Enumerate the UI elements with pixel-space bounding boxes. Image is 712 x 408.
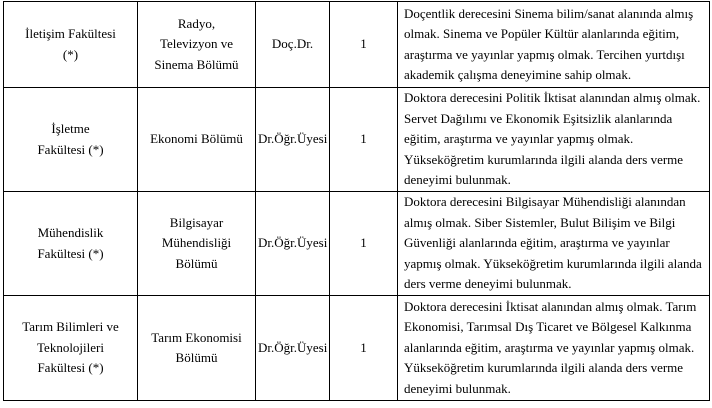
title-cell: Dr.Öğr.Üyesi [256,192,330,296]
table-row [4,192,710,296]
department-cell: Radyo, Televizyon ve Sinema Bölümü [138,2,256,88]
title-cell: Doç.Dr. [256,2,330,88]
table-row [4,296,710,401]
faculty-cell: Mühendislik Fakültesi (*) [4,192,138,296]
requirements-cell: Doktora derecesini İktisat alanından almış olmak. Tarım Ekonomisi, Tarımsal Dış Ticaret ve Bölgesel Kalkınma alanlarında eğitim, araştırma ve yayınlar yapmış olmak. Yükseköğretim kurumlarında ilgili alanda ders verme deneyimi bulunmak. [398,296,710,401]
count-cell: 1 [330,192,398,296]
count-cell: 1 [330,296,398,401]
title-cell: Dr.Öğr.Üyesi [256,88,330,192]
faculty-cell: İletişim Fakültesi (*) [4,2,138,88]
table-row [4,88,710,192]
faculty-cell: İşletme Fakültesi (*) [4,88,138,192]
count-cell: 1 [330,88,398,192]
count-cell: 1 [330,2,398,88]
table-row [4,2,710,88]
requirements-cell: Doktora derecesini Politik İktisat alanından almış olmak. Servet Dağılımı ve Ekonomik Eşitsizlik alanlarında eğitim, araştırma ve yayınlar yapmış olmak. Yükseköğretim kurumlarında ilgili alanda ders verme deneyimi bulunmak. [398,88,710,192]
positions-table [3,1,710,401]
department-cell: Tarım Ekonomisi Bölümü [138,296,256,401]
department-cell: Bilgisayar Mühendisliği Bölümü [138,192,256,296]
faculty-cell: Tarım Bilimleri ve Teknolojileri Fakültesi (*) [4,296,138,401]
requirements-cell: Doçentlik derecesini Sinema bilim/sanat alanında almış olmak. Sinema ve Popüler Kültür alanlarında eğitim, araştırma ve yayınlar yapmış olmak. Tercihen yurtdışı akademik çalışma deneyimine sahip olmak. [398,2,710,88]
title-cell: Dr.Öğr.Üyesi [256,296,330,401]
requirements-cell: Doktora derecesini Bilgisayar Mühendisliği alanından almış olmak. Siber Sistemler, Bulut Bilişim ve Bilgi Güvenliği alanlarında eğitim, araştırma ve yayınlar yapmış olmak. Yükseköğretim kurumlarında ilgili alanda ders verme deneyimi bulunmak. [398,192,710,296]
department-cell: Ekonomi Bölümü [138,88,256,192]
